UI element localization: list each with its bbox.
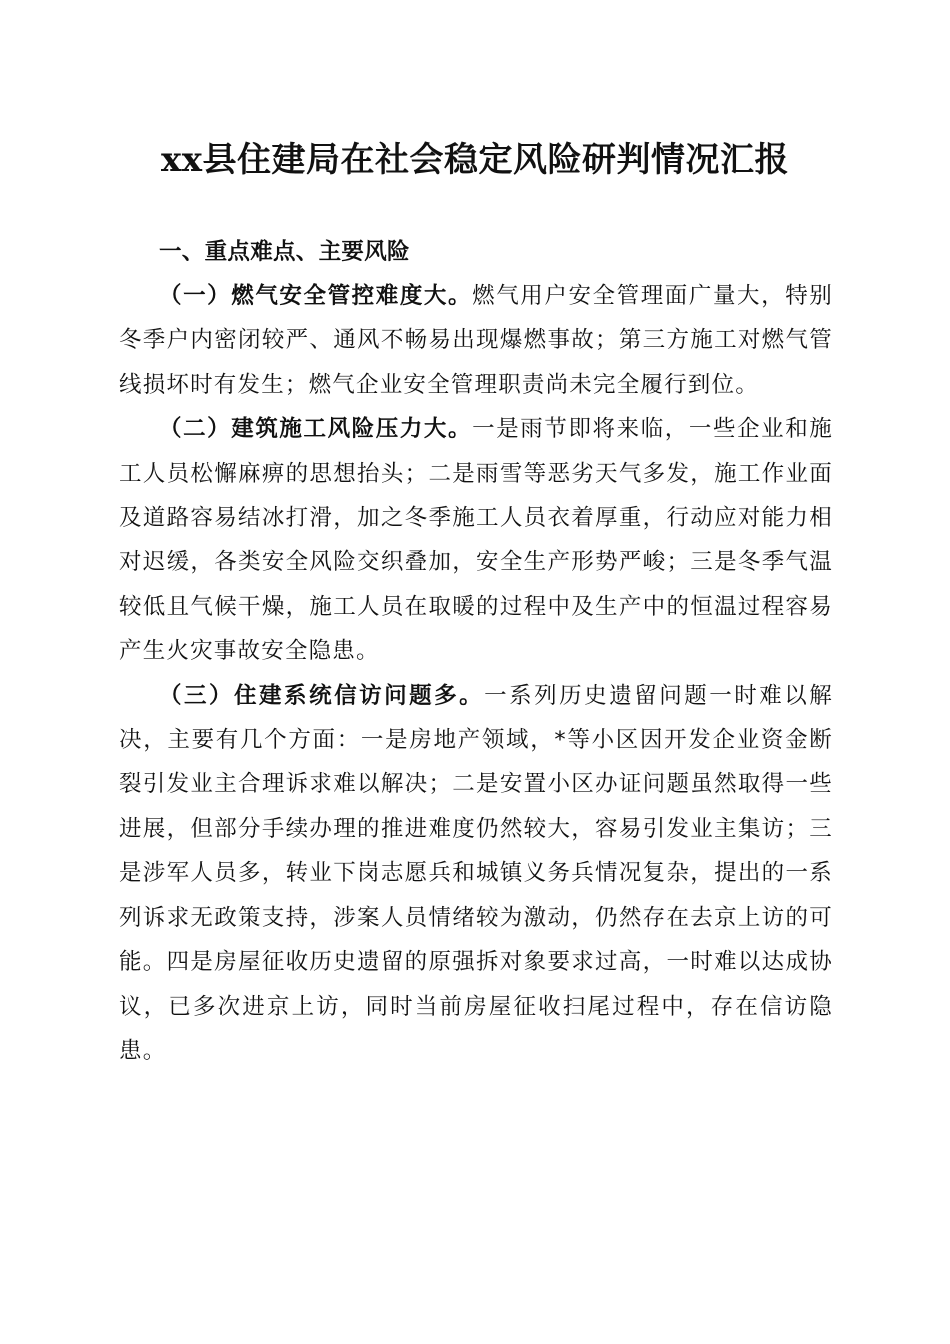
paragraph-lead: （三）住建系统信访问题多。 [159, 682, 485, 709]
paragraph-text: 燃气用户安全管理面广量大，特别冬季户内密闭较严、通风不畅易出现爆燃事故；第三方施工对燃气管线损坏时有发生；燃气企业安全管理职责尚未完全履行到位。 [119, 283, 833, 398]
paragraph-lead: （一）燃气安全管控难度大。 [159, 283, 473, 309]
section-heading: 一、重点难点、主要风险 [159, 239, 410, 265]
paragraph-construction-risk [119, 407, 833, 673]
paragraph-petition-issues [119, 674, 833, 1074]
paragraph-lead: （二）建筑施工风险压力大。 [159, 416, 473, 443]
paragraph-text: 一系列历史遗留问题一时难以解决，主要有几个方面：一是房地产领域，*等小区因开发企业资金断裂引发业主合理诉求难以解决；二是安置小区办证问题虽然取得一些进展，但部分手续办理的推进难度仍然较大，容易引发业主集访；三是涉军人员多，转业下岗志愿兵和城镇义务兵情况复杂，提出的一系列诉求无政策支持，涉案人员情绪较为激动，仍然存在去京上访的可能。四是房屋征收历史遗留的原强拆对象要求过高，一时难以达成协议，已多次进京上访，同时当前房屋征收扫尾过程中，存在信访隐患。 [119, 682, 833, 1064]
paragraph-text: 一是雨节即将来临，一些企业和施工人员松懈麻痹的思想抬头；二是雨雪等恶劣天气多发，施工作业面及道路容易结冰打滑，加之冬季施工人员衣着厚重，行动应对能力相对迟缓，各类安全风险交织叠加，安全生产形势严峻；三是冬季气温较低且气候干燥，施工人员在取暖的过程中及生产中的恒温过程容易产生火灾事故安全隐患。 [119, 416, 833, 665]
document-title: xx县住建局在社会稳定风险研判情况汇报 [160, 140, 790, 180]
document-body [119, 230, 833, 1073]
paragraph-gas-safety [119, 274, 833, 407]
